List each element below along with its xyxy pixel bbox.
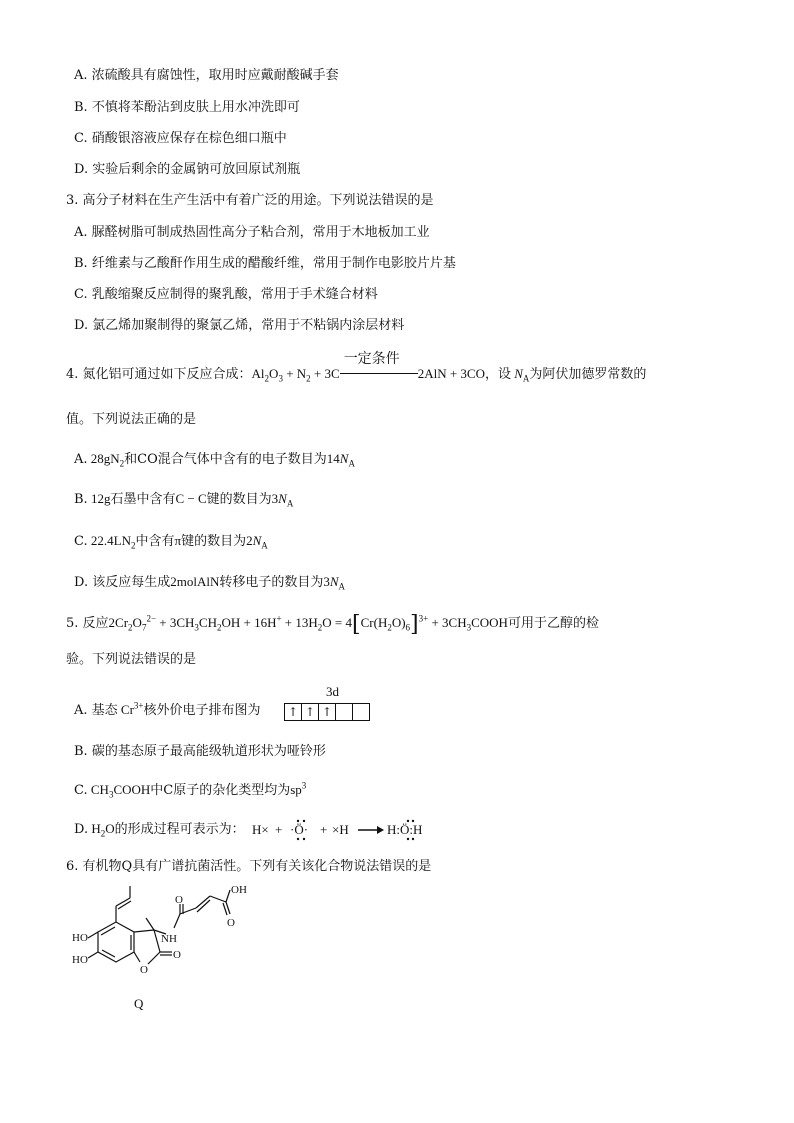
q4-option-a xyxy=(74,450,355,469)
q5-stem xyxy=(66,612,599,637)
q4-option-a-formula: $28gN_2$ xyxy=(87,451,125,469)
q5-equation: $2Cr_2O_7^{2-} + 3CH_3CH_2OH + 16H^+ + 13H_2O = 4[Cr(H_2O)_6]^{3+}$ + $3CH_3COOH$ xyxy=(108,612,508,637)
orbital-box: ↑ xyxy=(301,703,319,721)
q5-option-a-text: 核外价电子排布图为 xyxy=(143,703,261,718)
q3-option-a: A. 脲醛树脂可制成热固性高分子粘合剂，常用于木地板加工业 xyxy=(74,225,430,240)
orbital-box: ↑ xyxy=(318,703,336,721)
svg-text:H:Ö:H: H:Ö:H xyxy=(387,822,423,837)
orbital-box: ↑ xyxy=(284,703,302,721)
q4-option-b-value: $3N_A$ xyxy=(271,491,294,509)
q2-option-b: B. 不慎将苯酚沾到皮肤上用水冲洗即可 xyxy=(74,100,300,115)
q4-stem xyxy=(66,351,647,384)
q4-option-c-text2: 键的数目为 xyxy=(181,534,247,549)
q4-suffix2: 为阿伏加德罗常数的 xyxy=(529,367,647,382)
q4-equation-right: 2AlN + 3CO xyxy=(417,366,485,381)
q5-orbital-diagram xyxy=(284,703,370,721)
q5-stem2: 验。下列说法错误的是 xyxy=(66,652,197,667)
q6-ho-2: HO xyxy=(72,954,88,966)
q4-option-c xyxy=(74,532,268,551)
q5-suffix: 可用于乙醇的检 xyxy=(507,616,599,631)
q4-condition-arrow xyxy=(340,373,418,374)
q4-suffix: ，设 xyxy=(484,367,511,382)
q5-prefix: 5. 反应 xyxy=(66,616,109,631)
q5-option-d-formula: $H_2O$ xyxy=(88,821,115,839)
svg-text:+: + xyxy=(275,822,283,837)
q4-equation-left: $Al_2O_3 + N_2 + 3C$ xyxy=(251,366,340,384)
q2-option-c: C. 硝酸银溶液应保存在棕色细口瓶中 xyxy=(74,131,287,146)
q5-option-d-text: 的形成过程可表示为： xyxy=(114,822,245,837)
q4-option-d-label: D. 该反应每生成 xyxy=(74,575,171,590)
q5-option-c-text: 中C原子的杂化类型均为 xyxy=(150,783,291,798)
q4-option-c-label: C. xyxy=(74,534,88,549)
q5-option-d xyxy=(74,820,245,839)
q4-option-b-formula: 12g xyxy=(87,491,111,506)
q6-ho-1: HO xyxy=(72,932,88,944)
q5-option-a xyxy=(74,697,261,724)
q4-option-d-text: 转移电子的数目为 xyxy=(219,575,324,590)
q4-option-b-label: B. xyxy=(74,492,88,507)
q5-option-c-sp3: $sp^3$ xyxy=(290,780,307,797)
q4-stem2: 值。下列说法正确的是 xyxy=(66,412,197,427)
q5-option-c xyxy=(74,781,306,800)
q6-stem: 6. 有机物Q具有广谱抗菌活性。下列有关该化合物说法错误的是 xyxy=(66,859,432,874)
orbital-box xyxy=(352,703,370,721)
q3-option-b: B. 纤维素与乙酸酐作用生成的醋酸纤维，常用于制作电影胶片片基 xyxy=(74,256,456,271)
q4-option-a-label: A. xyxy=(74,452,88,467)
q3-option-c: C. 乳酸缩聚反应制得的聚乳酸，常用于手术缝合材料 xyxy=(74,287,378,302)
q6-oh-top: OH xyxy=(231,884,247,896)
q5-option-a-ion: $Cr^{3+}$ xyxy=(117,700,144,717)
svg-text:+: + xyxy=(320,822,328,837)
q5-option-a-label: A. 基态 xyxy=(74,703,118,718)
q6-o-carbonyl: O xyxy=(173,949,181,961)
q4-option-c-text: 中含有 xyxy=(135,534,175,549)
q6-o-ring: O xyxy=(140,964,148,976)
q4-option-b xyxy=(74,490,293,509)
q5-option-c-label: C. xyxy=(74,783,88,798)
q6-label: Q xyxy=(134,996,144,1011)
q6-nh: NH xyxy=(161,933,177,945)
svg-text:×H: ×H xyxy=(332,822,349,837)
q4-option-d-formula: 2molAlN xyxy=(170,574,220,589)
q5-option-d-label: D. xyxy=(74,822,89,837)
q4-option-d-value: $3N_A$ xyxy=(323,574,346,592)
q4-option-a-text: 和CO混合气体中含有的电子数目为 xyxy=(124,452,327,467)
svg-text:H×: H× xyxy=(252,822,269,837)
q4-prefix: 4. 氮化铝可通过如下反应合成： xyxy=(66,367,252,382)
q6-molecule-structure xyxy=(68,884,268,1014)
q4-option-c-value: $2N_A$ xyxy=(246,533,268,551)
q4-option-b-text: 石墨中含有 xyxy=(110,492,176,507)
q4-option-c-formula: $22.4LN_2$ xyxy=(87,533,136,551)
q5-orbital-label: 3d xyxy=(326,684,339,699)
q3-option-d: D. 氯乙烯加聚制得的聚氯乙烯，常用于不粘锅内涂层材料 xyxy=(74,318,405,333)
q4-option-b-text2: 键的数目为 xyxy=(206,492,272,507)
q6-o-amide: O xyxy=(175,894,183,906)
q5-lewis-diagram xyxy=(250,818,450,842)
q3-stem: 3. 高分子材料在生产生活中有着广泛的用途。下列说法错误的是 xyxy=(66,193,434,208)
q4-option-b-bond: C − C xyxy=(175,491,207,506)
q5-option-c-formula: $CH_3COOH$ xyxy=(87,782,151,800)
q4-na-symbol: $N_A$ xyxy=(514,366,530,384)
q6-o-acid: O xyxy=(227,917,235,929)
q2-option-d: D. 实验后剩余的金属钠可放回原试剂瓶 xyxy=(74,162,301,177)
q4-option-c-pi: π xyxy=(174,533,182,548)
q2-option-a: A. 浓硫酸具有腐蚀性，取用时应戴耐酸碱手套 xyxy=(74,68,339,83)
orbital-box xyxy=(335,703,353,721)
q5-option-b: B. 碳的基态原子最高能级轨道形状为哑铃形 xyxy=(74,744,326,759)
q4-option-d xyxy=(74,573,345,592)
svg-text:·Ö·: ·Ö· xyxy=(290,822,309,837)
q4-condition xyxy=(340,351,418,378)
q4-option-a-value: $14N_A$ xyxy=(326,451,355,469)
q4-condition-text: 一定条件 xyxy=(343,351,400,367)
